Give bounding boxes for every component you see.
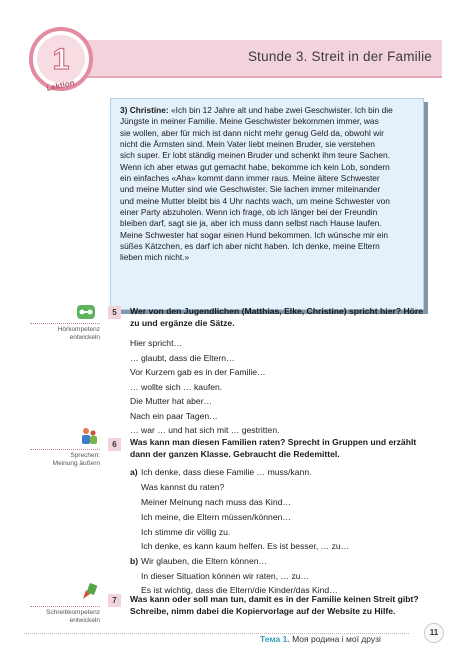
reading-line: süßes Kätzchen, es darf ich aber nicht haben. Ich denke, meine Eltern [120,241,380,252]
side-label-line: Sprechen: [70,452,100,459]
prompt-line: Was kann oder soll man tun, damit es in der Familie keinen Streit gibt? [130,594,419,604]
writing-icon [80,582,98,602]
reading-text [120,105,414,264]
task-6a-line: Meiner Meinung nach muss das Kind… [141,497,291,507]
reading-line: und meine Mutter bleibt bis 4 Uhr nachts wach, um meine Schwester von [120,195,390,206]
footer-theme [260,634,381,644]
task-5-line: Die Mutter hat aber… [130,396,213,406]
task-6a-line: Ich denke, dass diese Familie … muss/kann. [141,467,312,477]
headphones-icon [76,303,96,321]
subtask-a-label: a) [130,467,138,477]
page-title: Stunde 3. Streit in der Familie [247,49,432,64]
prompt-line: dann der ganzen Klasse. Gebraucht die Redemittel. [130,449,340,459]
side-label-schreibkompetenz [30,606,100,625]
prompt-line: Wer von den Jugendlichen (Matthias, Elke, Christine) spricht hier? Höre [130,306,424,316]
task-6b-line: In dieser Situation können wir raten, … zu… [141,571,310,581]
reading-line: ein einfaches «Aha» kommt dann immer raus. Meine ältere Schwester [120,173,380,184]
reading-line: und meine Mutter sind wie Geschwister. Sie lachen immer miteinander [120,184,381,195]
side-label-line: entwickeln [69,334,100,341]
reading-line-text: «Ich bin 12 Jahre alt und habe zwei Geschwister. Ich bin die [171,105,393,115]
page-number: 11 [424,623,444,643]
side-label-line: Schreibkompetenz [46,609,100,616]
task-6-prompt [130,436,430,460]
task-5-line: Nach ein paar Tagen… [130,411,218,421]
lektion-badge [28,26,94,96]
task-6b-line: Wir glauben, die Eltern können… [141,556,268,566]
reading-number: 3) [120,105,128,115]
reading-line: Wenn ich aber etwas gut gemacht habe, bekomme ich kein Lob, sondern [120,161,390,172]
reading-box [110,98,424,310]
task-6a-line: Ich denke, es kann kaum helfen. Es ist besser, … zu… [141,541,350,551]
prompt-line: Was kann man diesen Familien raten? Sprecht in Gruppen und erzählt [130,437,417,447]
prompt-line: zu und ergänze die Sätze. [130,318,235,328]
reading-line: bleiben darf, sagt sie ja, aber ich muss dann selbst nach Hause laufen. [120,218,382,229]
footer-theme-title: Моя родина і мої друзі [292,634,381,644]
header-band [46,40,442,78]
task-5-line: … wollte sich … kaufen. [130,382,223,392]
reading-line [120,105,414,116]
task-6a-line: Ich meine, die Eltern müssen/können… [141,512,291,522]
reading-line: Meine Schwester hat sogar einen Hund bekommen. Ich wünsche mir ein [120,229,389,240]
task-5-line: … glaubt, dass die Eltern… [130,353,235,363]
task-5-prompt [130,305,430,329]
prompt-line: Schreibe, nimm dabei die Kopiervorlage auf der Website zu Hilfe. [130,606,396,616]
reading-line: Jüngste in meiner Familie. Meine Geschwister bekommen immer, was [120,116,379,127]
side-label-line: entwickeln [69,617,100,624]
task-5-line: Vor Kurzem gab es in der Familie… [130,367,266,377]
task-6a-line: Ich stimme dir völlig zu. [141,527,231,537]
task-number-5: 5 [108,306,121,319]
badge-number: 1 [52,43,70,76]
task-6b-line: Es ist wichtig, dass die Eltern/die Kinder/das Kind… [141,585,338,595]
reading-line: einer Party abzuholen. Wenn ich frage, ob ich länger bei der Freundin [120,207,378,218]
side-label-sprechen [30,449,100,468]
task-number-6: 6 [108,438,121,451]
reading-speaker: Christine: [129,105,169,115]
task-5-line: … war … und hat sich mit … gestritten. [130,425,280,435]
reading-line: sich super. Er lobt ständig meinen Bruder und schenkt ihm teure Sachen. [120,150,390,161]
side-label-hoerkompetenz [30,323,100,342]
task-6a-line: Was kannst du raten? [141,482,225,492]
footer-theme-label: Тема 1. [260,634,290,644]
badge-word: Lektion [45,78,76,93]
task-5-line: Hier spricht… [130,338,183,348]
subtask-b-label: b) [130,556,139,566]
reading-line: nicht die Ärmsten sind. Mein Vater liebt meinen Bruder, sie verstehen [120,139,375,150]
speaking-people-icon [80,426,98,446]
reading-line: sie wollen, aber für mich ist dann nicht mehr genug Geld da, obwohl wir [120,127,384,138]
task-7-prompt [130,593,430,617]
reading-line: lieben mich nicht.» [120,252,190,263]
task-number-7: 7 [108,594,121,607]
side-label-line: Hörkompetenz [57,326,100,333]
side-label-line: Meinung äußern [52,460,100,467]
